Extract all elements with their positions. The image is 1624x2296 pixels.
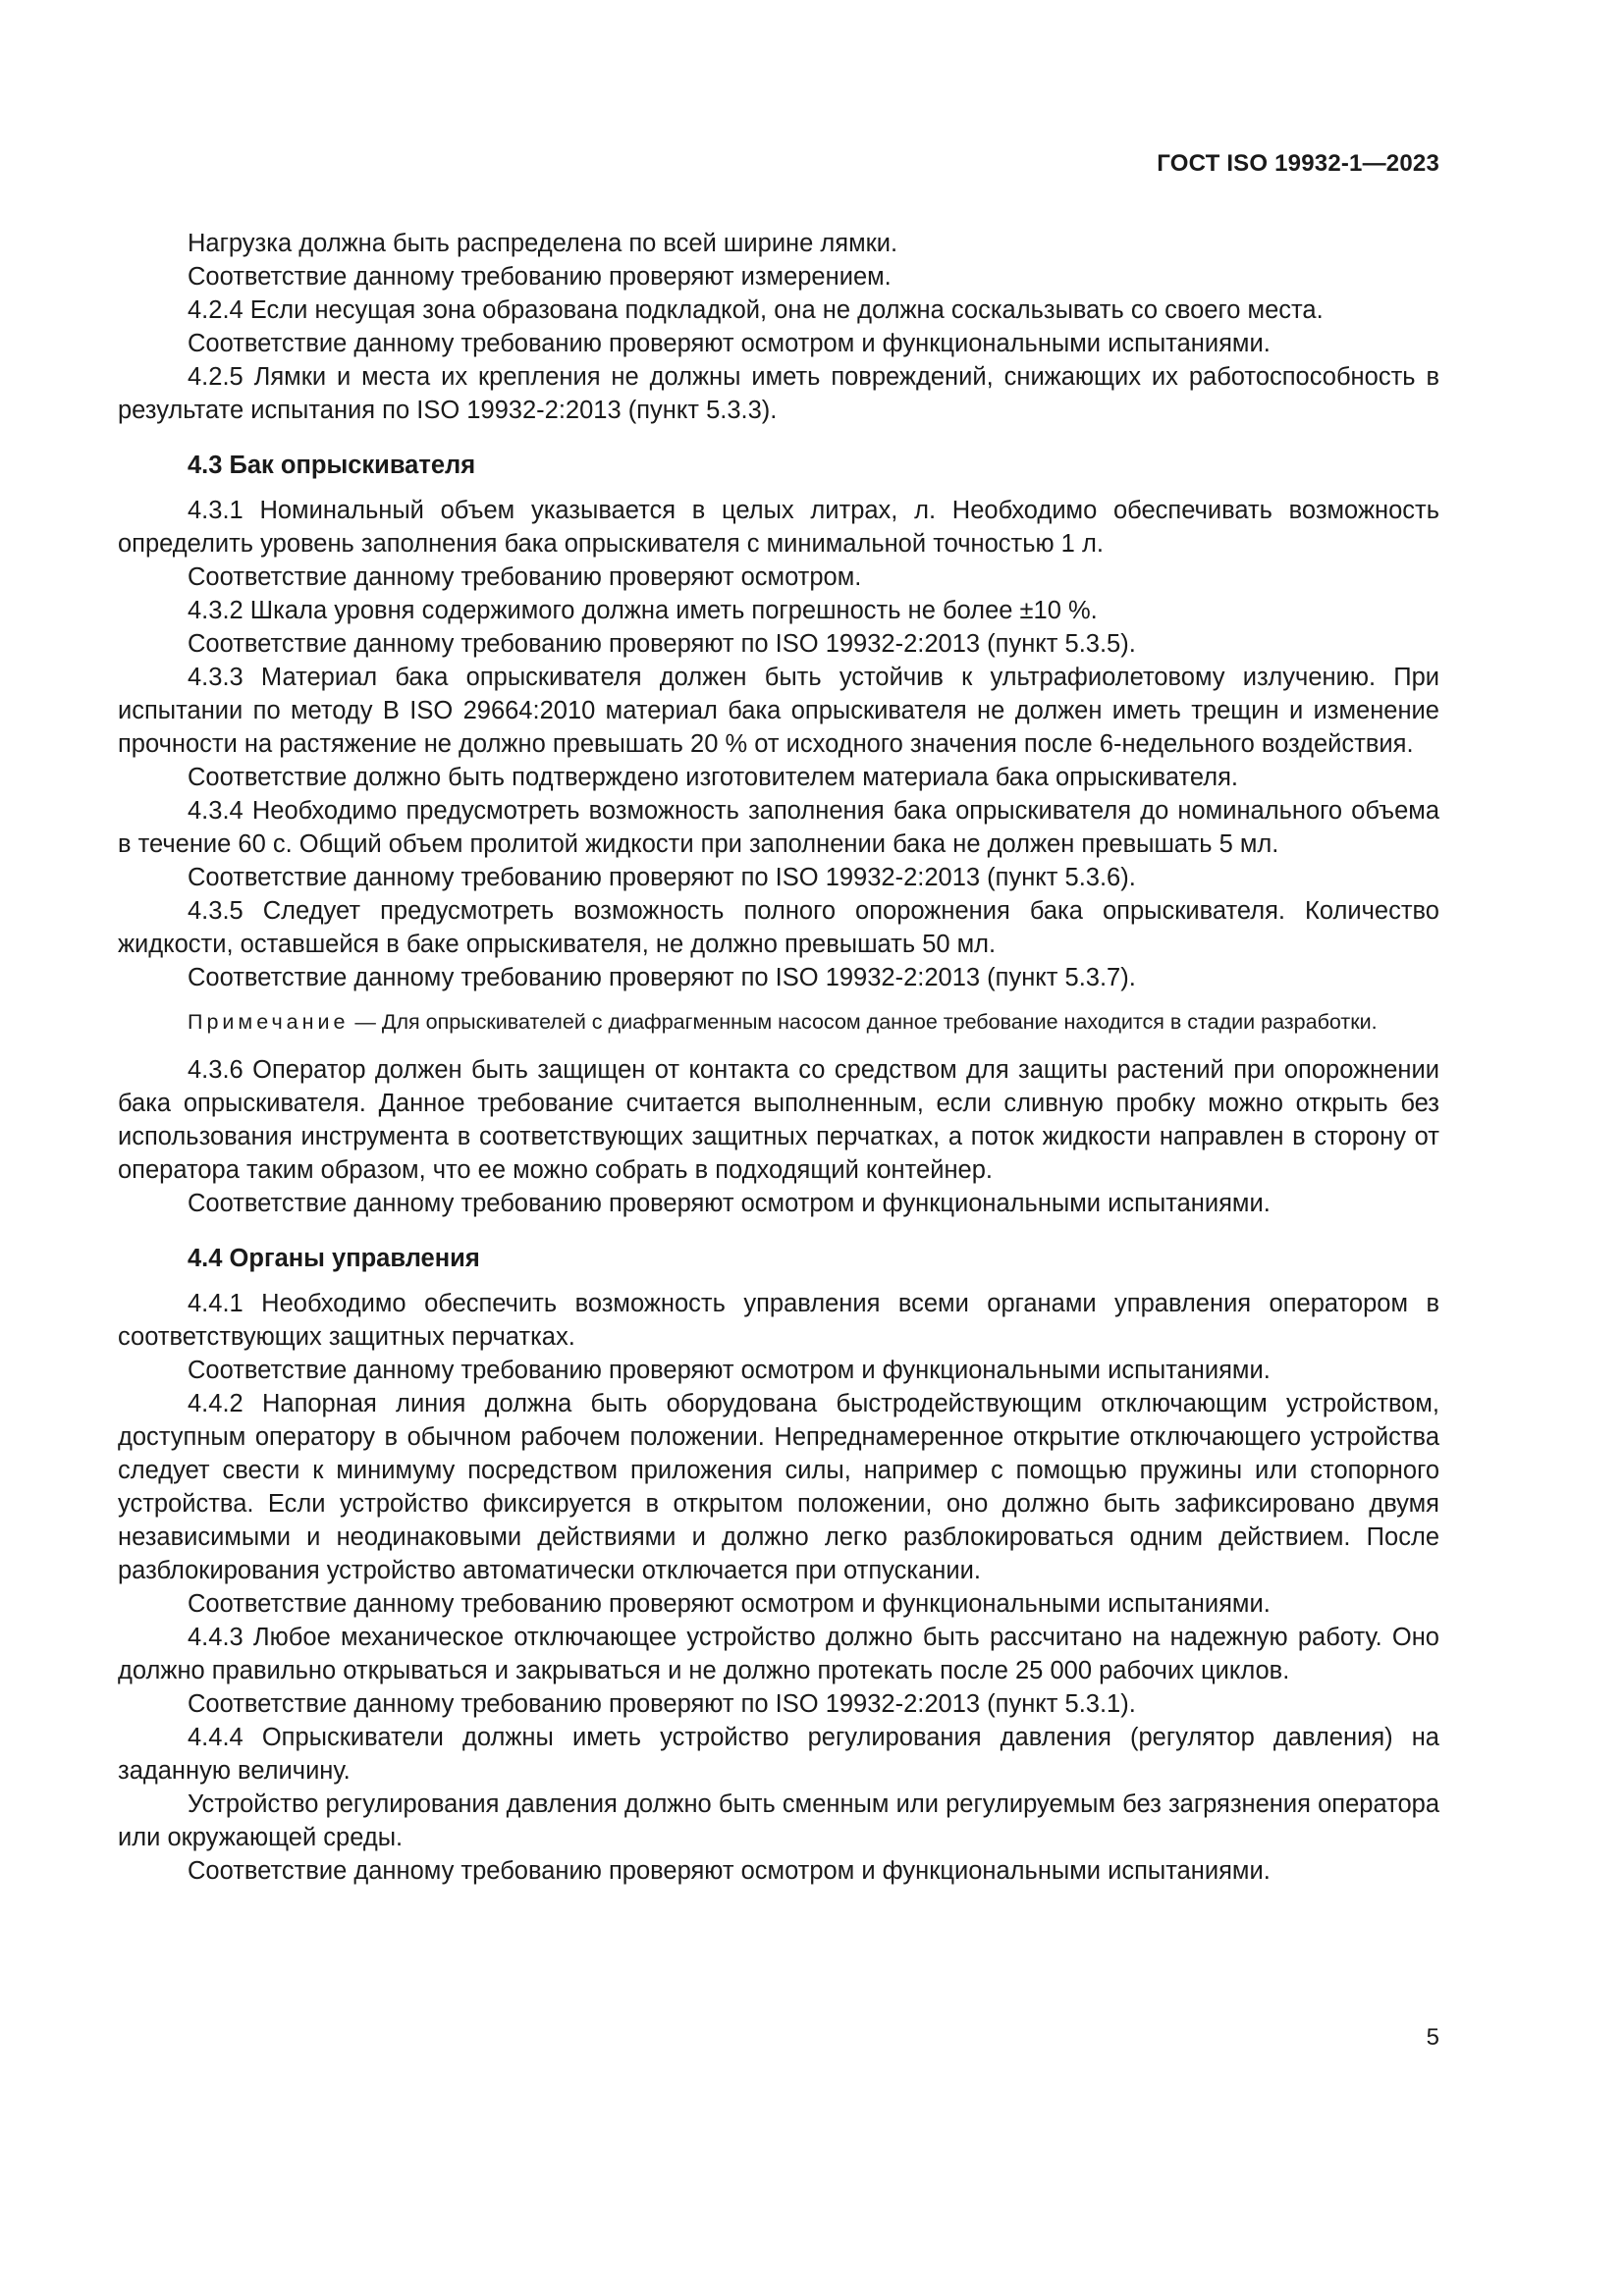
paragraph: Соответствие данному требованию проверяют измерением. (188, 263, 892, 291)
paragraph: Нагрузка должна быть распределена по всей ширине лямки. (188, 230, 898, 257)
section-heading-4-3: 4.3 Бак опрыскивателя (188, 452, 476, 479)
paragraph: Соответствие данному требованию проверяют по ISO 19932-2:2013 (пункт 5.3.1). (188, 1690, 1136, 1718)
paragraph-4-4-2: 4.4.2 Напорная линия должна быть оборудована быстродействующим отключающим устройством, доступным оператору в обычном рабочем положении. Непреднамеренное открытие отключающего устройства следует свести к минимуму посредством приложения силы, например с помощью пружины или стопорного устройства. Если устройство фиксируется в открытом положении, оно должно быть зафиксировано двумя независимыми и неодинаковыми действиями и должно легко разблокироваться одним действием. После разблокирования устройство автоматически отключается при отпускании. (118, 1390, 1439, 1584)
paragraph-4-3-1: 4.3.1 Номинальный объем указывается в целых литрах, л. Необходимо обеспечивать возможность определить уровень заполнения бака опрыскивателя с минимальной точностью 1 л. (118, 497, 1439, 558)
note (118, 1006, 1439, 1038)
paragraph-4-3-4: 4.3.4 Необходимо предусмотреть возможность заполнения бака опрыскивателя до номинального объема в течение 60 с. Общий объем пролитой жидкости при заполнении бака не должен превышать 5 мл. (118, 797, 1439, 858)
paragraph-4-3-3: 4.3.3 Материал бака опрыскивателя должен быть устойчив к ультрафиолетовому излучению. При испытании по методу В ISO 29664:2010 материал бака опрыскивателя не должен иметь трещин и изменение прочности на растяжение не должно превышать 20 % от исходного значения после 6-недельного воздействия. (118, 664, 1439, 758)
paragraph-4-4-4: 4.4.4 Опрыскиватели должны иметь устройство регулирования давления (регулятор давления) на заданную величину. (118, 1724, 1439, 1785)
note-text: — Для опрыскивателей с диафрагменным насосом данное требование находится в стадии разработки. (349, 1010, 1378, 1034)
paragraph: Соответствие должно быть подтверждено изготовителем материала бака опрыскивателя. (188, 764, 1238, 791)
paragraph: Устройство регулирования давления должно быть сменным или регулируемым без загрязнения оператора или окружающей среды. (118, 1790, 1439, 1851)
paragraph: Соответствие данному требованию проверяют по ISO 19932-2:2013 (пункт 5.3.7). (188, 964, 1136, 991)
paragraph: Соответствие данному требованию проверяют осмотром и функциональными испытаниями. (188, 1857, 1271, 1885)
paragraph-4-3-2: 4.3.2 Шкала уровня содержимого должна иметь погрешность не более ±10 %. (188, 597, 1098, 624)
paragraph-4-3-5: 4.3.5 Следует предусмотреть возможность полного опорожнения бака опрыскивателя. Количество жидкости, оставшейся в баке опрыскивателя, не должно превышать 50 мл. (118, 897, 1439, 958)
paragraph: Соответствие данному требованию проверяют осмотром. (188, 563, 862, 591)
paragraph-4-4-1: 4.4.1 Необходимо обеспечить возможность управления всеми органами управления оператором в соответствующих защитных перчатках. (118, 1290, 1439, 1351)
document-body (118, 227, 1439, 1888)
paragraph: Соответствие данному требованию проверяют по ISO 19932-2:2013 (пункт 5.3.6). (188, 864, 1136, 891)
paragraph: Соответствие данному требованию проверяют осмотром и функциональными испытаниями. (188, 1357, 1271, 1384)
note-label: Примечание (188, 1010, 350, 1034)
paragraph: Соответствие данному требованию проверяют по ISO 19932-2:2013 (пункт 5.3.5). (188, 630, 1136, 658)
document-code-header: ГОСТ ISO 19932-1—2023 (1157, 150, 1439, 177)
paragraph-4-2-5: 4.2.5 Лямки и места их крепления не должны иметь повреждений, снижающих их работоспособность в результате испытания по ISO 19932-2:2013 (пункт 5.3.3). (118, 363, 1439, 424)
paragraph: Соответствие данному требованию проверяют осмотром и функциональными испытаниями. (188, 1190, 1271, 1217)
section-heading-4-4: 4.4 Органы управления (188, 1245, 480, 1272)
paragraph: Соответствие данному требованию проверяют осмотром и функциональными испытаниями. (188, 1590, 1271, 1618)
page-number: 5 (1426, 2024, 1439, 2051)
paragraph-4-4-3: 4.4.3 Любое механическое отключающее устройство должно быть рассчитано на надежную работу. Оно должно правильно открываться и закрываться и не должно протекать после 25 000 рабочих циклов. (118, 1624, 1439, 1684)
paragraph: Соответствие данному требованию проверяют осмотром и функциональными испытаниями. (188, 330, 1271, 357)
paragraph-4-2-4: 4.2.4 Если несущая зона образована подкладкой, она не должна соскальзывать со своего места. (188, 296, 1324, 324)
paragraph-4-3-6: 4.3.6 Оператор должен быть защищен от контакта со средством для защиты растений при опорожнении бака опрыскивателя. Данное требование считается выполненным, если сливную пробку можно открыть без использования инструмента в соответствующих защитных перчатках, а поток жидкости направлен в сторону от оператора таким образом, что ее можно собрать в подходящий контейнер. (118, 1056, 1439, 1184)
